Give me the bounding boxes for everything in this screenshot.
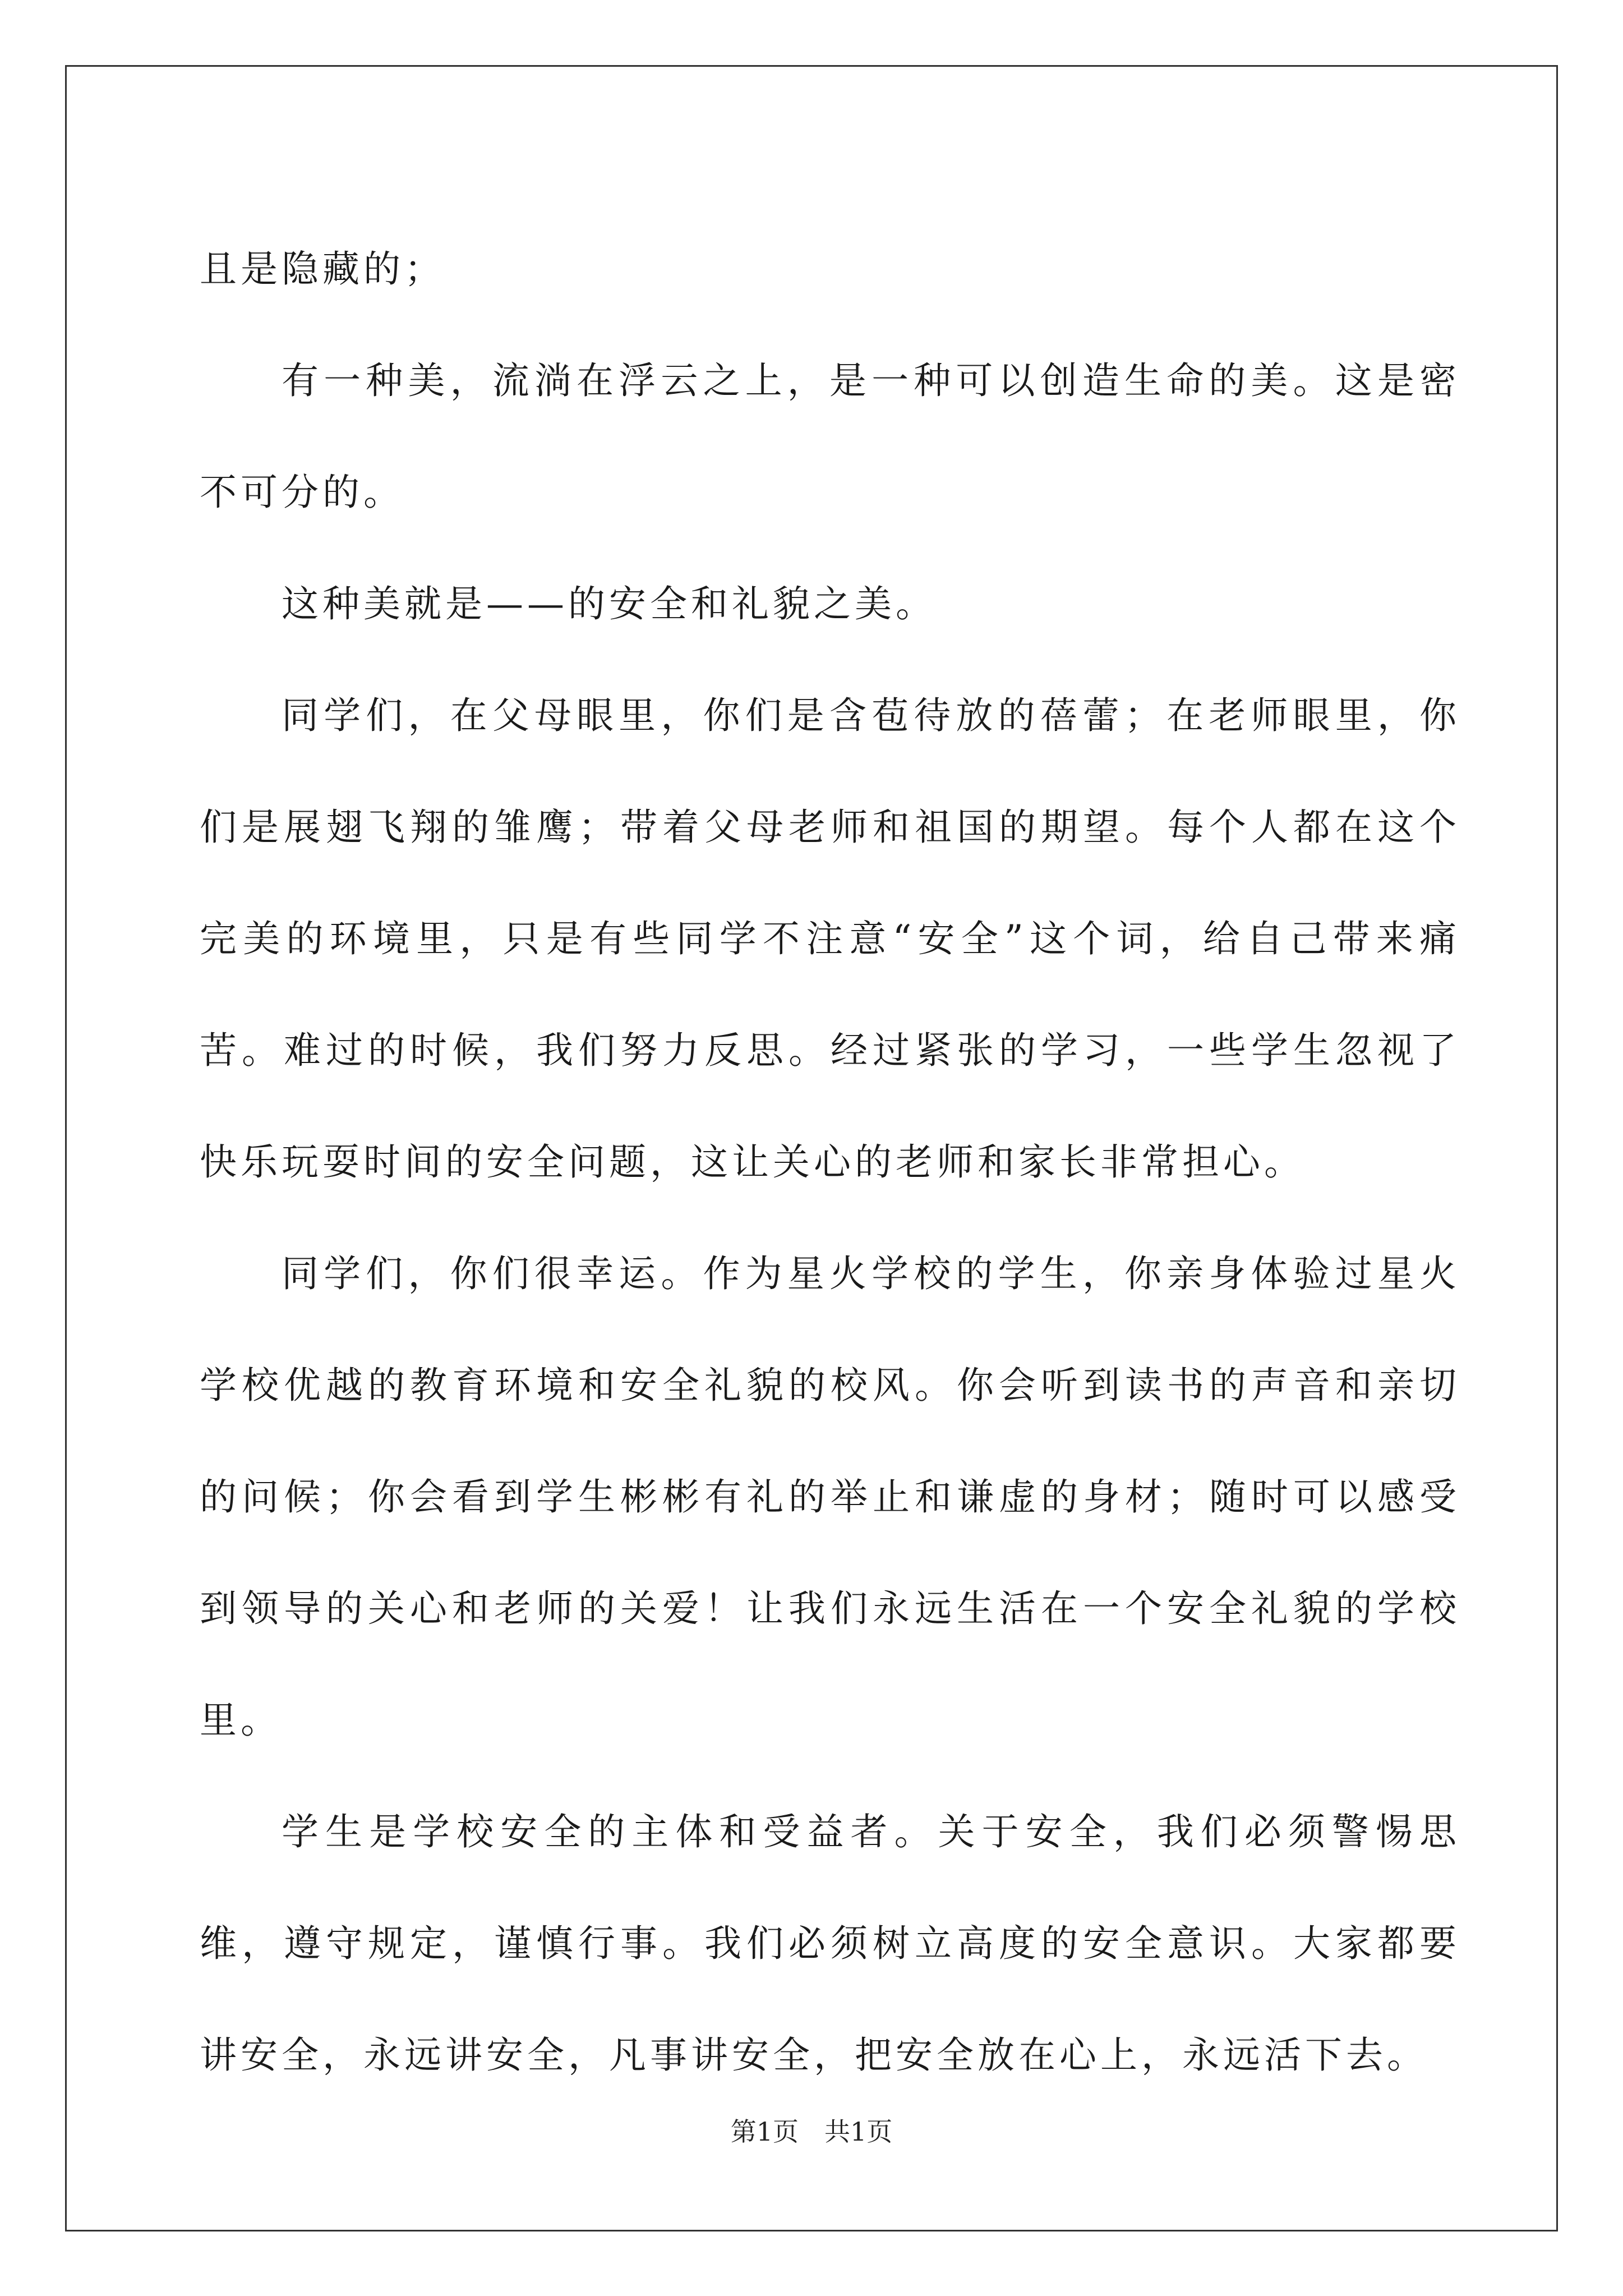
paragraph-6: 学生是学校安全的主体和受益者。关于安全，我们必须警惕思维，遵守规定，谨慎行事。我们必须树立高度的安全意识。大家都要讲安全，永远讲安全，凡事讲安全，把安全放在心上，永远活下去。 bbox=[200, 1810, 1460, 2077]
page-number: 第1页 bbox=[730, 2116, 799, 2147]
document-body bbox=[200, 213, 1460, 2111]
paragraph-3: 这种美就是——的安全和礼貌之美。 bbox=[282, 582, 937, 625]
paragraph-1: 且是隐藏的； bbox=[200, 247, 445, 291]
paragraph-2: 有一种美，流淌在浮云之上，是一种可以创造生命的美。这是密不可分的。 bbox=[200, 359, 1460, 514]
page-total: 共1页 bbox=[824, 2116, 893, 2147]
paragraph-5: 同学们，你们很幸运。作为星火学校的学生，你亲身体验过星火学校优越的教育环境和安全礼貌的校风。你会听到读书的声音和亲切的问候；你会看到学生彬彬有礼的举止和谦虚的身材；随时可以感受到领导的关心和老师的关爱！让我们永远生活在一个安全礼貌的学校里。 bbox=[200, 1252, 1460, 1742]
paragraph-4: 同学们，在父母眼里，你们是含苞待放的蓓蕾；在老师眼里，你们是展翅飞翔的雏鹰；带着父母老师和祖国的期望。每个人都在这个完美的环境里，只是有些同学不注意“安全”这个词，给自己带来痛苦。难过的时候，我们努力反思。经过紧张的学习，一些学生忽视了快乐玩耍时间的安全问题，这让关心的老师和家长非常担心。 bbox=[200, 694, 1460, 1184]
page-footer bbox=[0, 2115, 1623, 2148]
